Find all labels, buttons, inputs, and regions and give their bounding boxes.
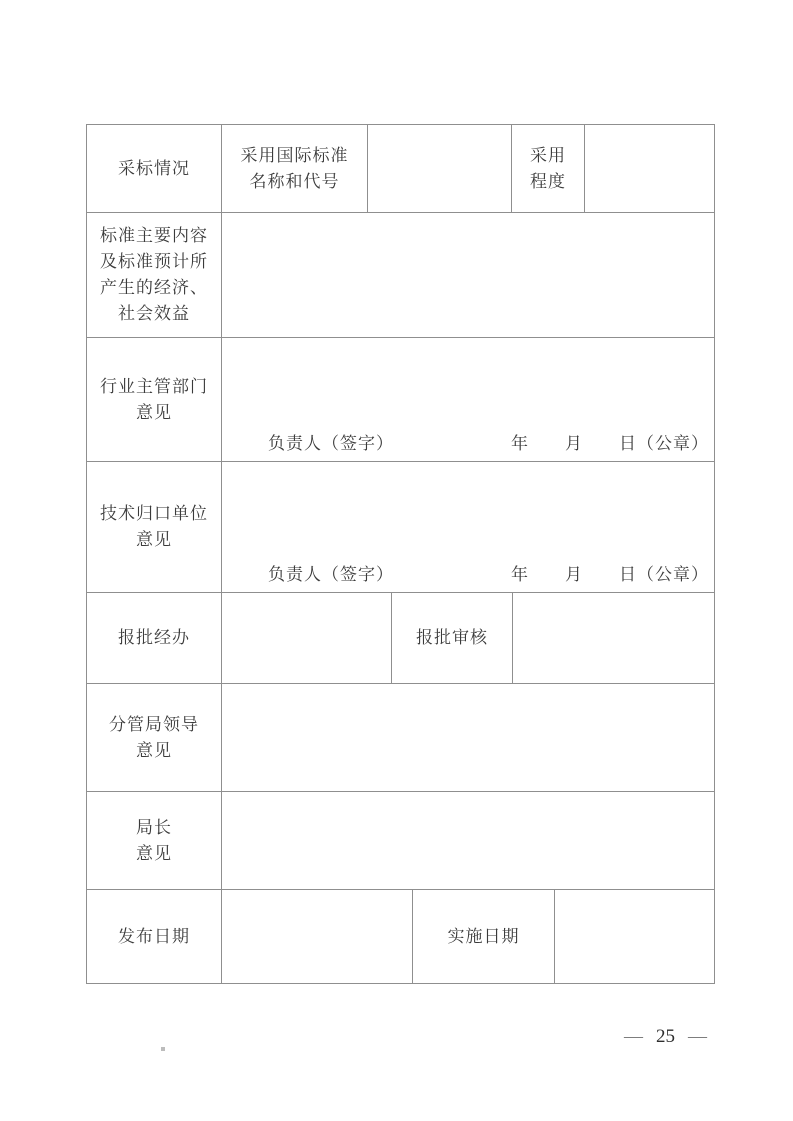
standards-approval-form-table [86, 124, 715, 984]
submission-handler-label: 报批经办 [118, 628, 190, 647]
industry-dept-label-cell [87, 338, 222, 462]
adoption-degree-value-cell [585, 125, 714, 213]
submission-reviewer-label: 报批审核 [416, 628, 488, 647]
technical-unit-label-cell [87, 462, 222, 593]
technical-unit-label-line2: 意见 [136, 530, 172, 549]
row-director-opinion [87, 792, 714, 890]
bureau-leader-label-line2: 意见 [136, 740, 172, 760]
main-content-label-cell [87, 213, 222, 338]
industry-dept-opinion-cell [222, 338, 714, 462]
row-dates [87, 890, 714, 983]
technical-unit-label-line1: 技术归口单位 [100, 504, 208, 523]
row-main-content [87, 213, 714, 338]
adoption-status-label-cell [87, 125, 222, 213]
submission-reviewer-value-cell [513, 593, 714, 684]
bureau-leader-opinion-cell [222, 684, 714, 792]
submission-reviewer-label-cell [392, 593, 513, 684]
technical-unit-signer-label: 负责人（签字） [268, 565, 394, 584]
page-number-right-dash: — [688, 1026, 707, 1047]
main-content-label-line2: 及标准预计所 [100, 252, 208, 271]
row-bureau-leader-opinion [87, 684, 714, 792]
page-number-left-dash: — [624, 1026, 643, 1047]
adoption-degree-label-line2: 程度 [530, 171, 566, 191]
main-content-label-line3: 产生的经济、 [100, 278, 208, 297]
publish-date-value-cell [222, 890, 413, 983]
intl-standard-name-value-cell [368, 125, 512, 213]
implement-date-label: 实施日期 [447, 926, 520, 946]
page-number [624, 1026, 707, 1048]
industry-dept-date-seal-label: 年 月 日（公章） [511, 434, 709, 453]
director-opinion-cell [222, 792, 714, 890]
publish-date-label-cell [87, 890, 222, 983]
adoption-degree-label-line1: 采用 [530, 145, 566, 165]
bureau-leader-label-cell [87, 684, 222, 792]
director-label-line2: 意见 [136, 843, 172, 863]
row-adoption-status [87, 125, 714, 213]
implement-date-value-cell [555, 890, 714, 983]
main-content-label-line1: 标准主要内容 [100, 226, 208, 245]
main-content-value-cell [222, 213, 714, 338]
row-technical-unit-opinion [87, 462, 714, 593]
director-label-cell [87, 792, 222, 890]
adoption-degree-label-cell [512, 125, 585, 213]
implement-date-label-cell [413, 890, 555, 983]
technical-unit-signature-line [268, 560, 709, 585]
page-number-value: 25 [656, 1026, 675, 1047]
technical-unit-date-seal-label: 年 月 日（公章） [511, 565, 709, 584]
submission-handler-value-cell [222, 593, 392, 684]
intl-standard-name-label-line1: 采用国际标准 [240, 145, 349, 165]
row-industry-dept-opinion [87, 338, 714, 462]
intl-standard-name-label-cell [222, 125, 368, 213]
bureau-leader-label-line1: 分管局领导 [109, 714, 199, 734]
main-content-label-line4: 社会效益 [118, 304, 190, 323]
technical-unit-opinion-cell [222, 462, 714, 593]
industry-dept-signer-label: 负责人（签字） [268, 434, 394, 453]
publish-date-label: 发布日期 [118, 926, 190, 946]
submission-handler-label-cell [87, 593, 222, 684]
director-label-line1: 局长 [136, 817, 172, 837]
row-submission [87, 593, 714, 684]
industry-dept-label-line2: 意见 [136, 402, 172, 422]
industry-dept-label-line1: 行业主管部门 [100, 376, 208, 396]
scan-artifact-speck [161, 1047, 165, 1051]
adoption-status-label: 采标情况 [118, 158, 190, 178]
industry-dept-signature-line [268, 429, 709, 454]
intl-standard-name-label-line2: 名称和代号 [249, 171, 340, 191]
